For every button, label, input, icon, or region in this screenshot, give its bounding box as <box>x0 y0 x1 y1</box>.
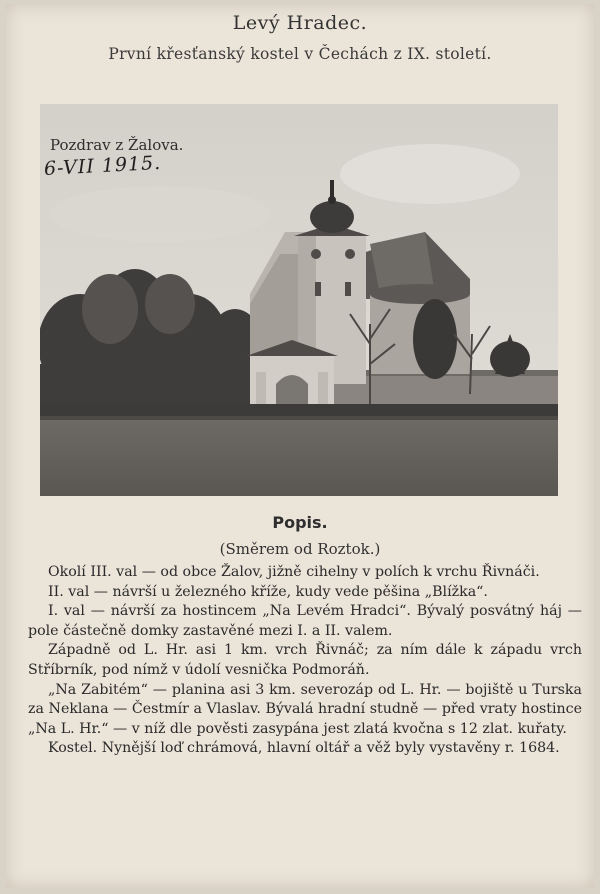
paragraph-west: Západně od L. Hr. asi 1 km. vrch Řivnáč; za ním dále k západu vrch Stříbrník, pod nímž v údolí vesnička Podmoráň. <box>28 642 582 678</box>
page-title: Levý Hradec. <box>232 12 368 34</box>
description-title: Popis. <box>272 513 328 532</box>
description-body <box>28 563 582 759</box>
page-subtitle: První křesťanský kostel v Čechách z IX. století. <box>108 45 492 63</box>
paragraph-outer-rampart: Okolí III. val — od obce Žalov, jižně cihelny v polích k vrchu Řivnáči. <box>48 564 540 580</box>
paragraph-second-rampart: II. val — návrší u železného kříže, kudy vede pěšina „Blížka“. <box>48 583 488 600</box>
paragraph-first-rampart: I. val — návrší za hostincem „Na Levém Hradci“. Bývalý posvátný háj — pole částečně domky zastavěné mezi I. a II. valem. <box>28 603 582 639</box>
greeting-caption: Pozdrav z Žalova. <box>50 136 184 154</box>
paragraph-na-zabitem: „Na Zabitém“ — planina asi 3 km. severozáp od L. Hr. — bojiště u Turska za Neklana — Čestmír a Vlaslav. Bývalá hradní studně — před vraty hostince „Na L. Hr.“ — v níž dle pověsti zasypána jest zlatá kvočna s 12 zlat. kuřaty. <box>28 681 582 737</box>
handwritten-date: 6-VII 1915. <box>43 151 162 180</box>
paragraph-church: Kostel. Nynější loď chrámová, hlavní oltář a věž byly vystavěny r. 1684. <box>48 740 560 757</box>
description-subtitle: (Směrem od Roztok.) <box>219 540 381 558</box>
